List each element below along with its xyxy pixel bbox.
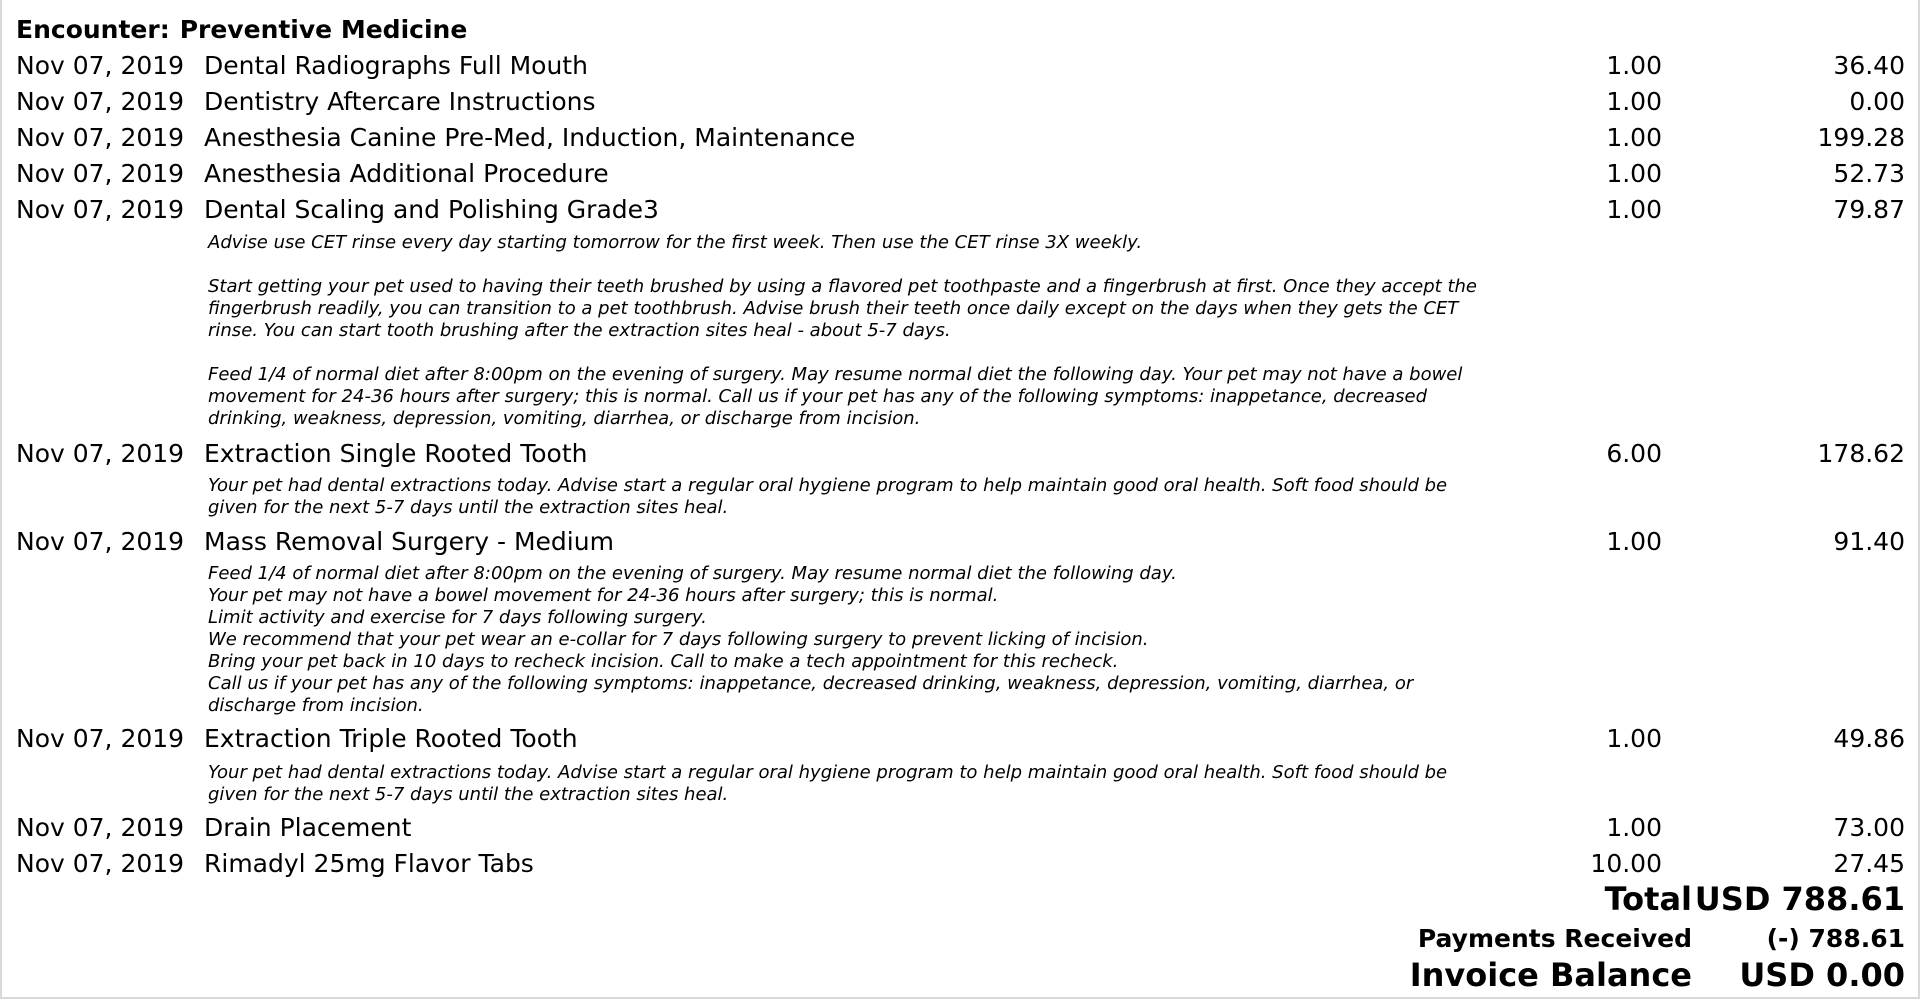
item-quantity: 1.00 — [1606, 159, 1662, 188]
item-description: Anesthesia Canine Pre-Med, Induction, Maintenance — [204, 123, 856, 152]
item-amount: 79.87 — [1833, 195, 1905, 224]
item-date: Nov 07, 2019 — [16, 51, 185, 80]
item-quantity: 1.00 — [1606, 51, 1662, 80]
item-date: Nov 07, 2019 — [16, 439, 185, 468]
item-description: Drain Placement — [204, 813, 412, 842]
item-date: Nov 07, 2019 — [16, 195, 185, 224]
note-line: Call us if your pet has any of the following symptoms: inappetance, decreased drinking, weakness, depression, vomiting, diarrhea, or — [208, 673, 1414, 694]
note-line: Feed 1/4 of normal diet after 8:00pm on the evening of surgery. May resume normal diet the following day. Your pet may not have a bowel — [208, 364, 1463, 385]
item-quantity: 1.00 — [1606, 724, 1662, 753]
invoice-summary — [1305, 0, 1905, 1000]
note-line: We recommend that your pet wear an e-collar for 7 days following surgery to prevent licking of incision. — [208, 629, 1149, 650]
item-amount: 91.40 — [1833, 527, 1905, 556]
item-description: Dentistry Aftercare Instructions — [204, 87, 596, 116]
item-amount: 52.73 — [1833, 159, 1905, 188]
note-line: Your pet may not have a bowel movement for 24-36 hours after surgery; this is normal. — [208, 585, 999, 606]
item-description: Extraction Triple Rooted Tooth — [204, 724, 578, 753]
item-date: Nov 07, 2019 — [16, 527, 185, 556]
encounter-label: Encounter: — [16, 15, 170, 44]
item-date: Nov 07, 2019 — [16, 724, 185, 753]
note-line: given for the next 5-7 days until the extraction sites heal. — [208, 497, 729, 518]
note-line: drinking, weakness, depression, vomiting, diarrhea, or discharge from incision. — [208, 408, 921, 429]
item-description: Anesthesia Additional Procedure — [204, 159, 609, 188]
note-line: Advise use CET rinse every day starting tomorrow for the first week. Then use the CET rinse 3X weekly. — [208, 232, 1143, 253]
balance-row — [1305, 956, 1905, 996]
note-line: Your pet had dental extractions today. Advise start a regular oral hygiene program to help maintain good oral health. Soft food should be — [208, 762, 1448, 783]
payments-value: (-) 788.61 — [1766, 924, 1905, 953]
item-date: Nov 07, 2019 — [16, 123, 185, 152]
note-line: Limit activity and exercise for 7 days following surgery. — [208, 607, 707, 628]
item-description: Extraction Single Rooted Tooth — [204, 439, 588, 468]
item-quantity: 10.00 — [1590, 849, 1662, 878]
note-line: Bring your pet back in 10 days to recheck incision. Call to make a tech appointment for this recheck. — [208, 651, 1119, 672]
item-amount: 73.00 — [1833, 813, 1905, 842]
item-quantity: 1.00 — [1606, 195, 1662, 224]
item-date: Nov 07, 2019 — [16, 159, 185, 188]
encounter-name: Preventive Medicine — [179, 15, 468, 44]
note-line: Start getting your pet used to having their teeth brushed by using a flavored pet toothpaste and a fingerbrush at first. Once they accept the — [208, 276, 1477, 297]
note-line: movement for 24-36 hours after surgery; this is normal. Call us if your pet has any of the following symptoms: inappetance, decreased — [208, 386, 1428, 407]
item-description: Dental Radiographs Full Mouth — [204, 51, 588, 80]
item-amount: 0.00 — [1849, 87, 1905, 116]
payments-label: Payments Received — [1417, 924, 1692, 953]
item-quantity: 1.00 — [1606, 123, 1662, 152]
item-description: Dental Scaling and Polishing Grade3 — [204, 195, 659, 224]
item-quantity: 6.00 — [1606, 439, 1662, 468]
item-date: Nov 07, 2019 — [16, 87, 185, 116]
total-value: USD 788.61 — [1694, 880, 1905, 918]
note-line: rinse. You can start tooth brushing after the extraction sites heal - about 5-7 days. — [208, 320, 951, 341]
item-description: Rimadyl 25mg Flavor Tabs — [204, 849, 534, 878]
item-date: Nov 07, 2019 — [16, 813, 185, 842]
item-quantity: 1.00 — [1606, 813, 1662, 842]
item-amount: 178.62 — [1817, 439, 1905, 468]
note-line: Your pet had dental extractions today. Advise start a regular oral hygiene program to help maintain good oral health. Soft food should be — [208, 475, 1448, 496]
note-line: given for the next 5-7 days until the extraction sites heal. — [208, 784, 729, 805]
total-label: Total — [1604, 880, 1692, 918]
item-amount: 199.28 — [1817, 123, 1905, 152]
note-line: discharge from incision. — [208, 695, 424, 716]
total-row — [1305, 880, 1905, 920]
encounter-heading — [16, 15, 467, 44]
item-description: Mass Removal Surgery - Medium — [204, 527, 614, 556]
item-quantity: 1.00 — [1606, 527, 1662, 556]
item-date: Nov 07, 2019 — [16, 849, 185, 878]
note-line: fingerbrush readily, you can transition to a pet toothbrush. Advise brush their teeth once daily except on the days when they gets the CET — [208, 298, 1459, 319]
item-amount: 49.86 — [1833, 724, 1905, 753]
note-line: Feed 1/4 of normal diet after 8:00pm on the evening of surgery. May resume normal diet the following day. — [208, 563, 1177, 584]
item-amount: 36.40 — [1833, 51, 1905, 80]
balance-value: USD 0.00 — [1739, 956, 1905, 994]
item-quantity: 1.00 — [1606, 87, 1662, 116]
balance-label: Invoice Balance — [1409, 956, 1692, 994]
item-amount: 27.45 — [1833, 849, 1905, 878]
